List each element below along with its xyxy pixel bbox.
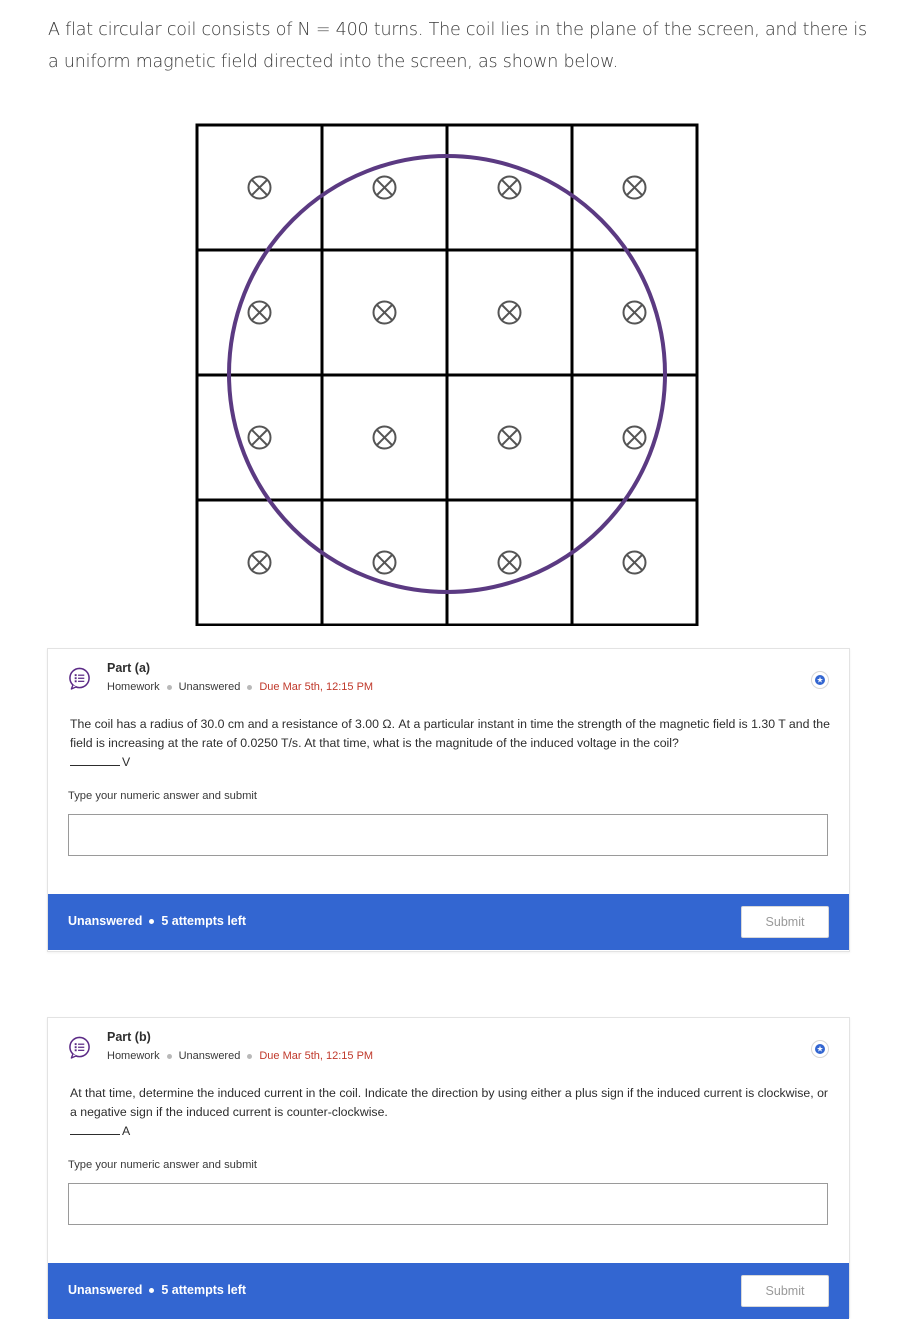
separator-dot bbox=[149, 919, 154, 924]
meta-due: Due Mar 5th, 12:15 PM bbox=[259, 1050, 374, 1062]
submit-button[interactable]: Submit bbox=[741, 906, 829, 938]
bookmark-button[interactable] bbox=[811, 671, 829, 689]
meta-type: Homework bbox=[107, 1050, 160, 1062]
status-bar bbox=[48, 1263, 849, 1319]
status-state: Unanswered bbox=[68, 914, 143, 928]
separator-dot bbox=[247, 685, 252, 690]
question-text bbox=[70, 1084, 830, 1141]
meta-type: Homework bbox=[107, 681, 160, 693]
status-attempts: 5 attempts left bbox=[161, 1283, 247, 1297]
problem-intro: A flat circular coil consists of N = 400 turns. The coil lies in the plane of the screen, and there is a uniform magnetic field directed into the screen, as shown below. bbox=[48, 20, 867, 72]
answer-unit: V bbox=[122, 755, 131, 769]
answer-unit: A bbox=[122, 1124, 131, 1138]
blank-underline bbox=[70, 754, 120, 766]
separator-dot bbox=[149, 1288, 154, 1293]
submit-button[interactable]: Submit bbox=[741, 1275, 829, 1307]
blank-underline bbox=[70, 1123, 120, 1135]
star-icon bbox=[815, 1044, 825, 1054]
answer-blank bbox=[70, 1122, 830, 1141]
question-prompt: At that time, determine the induced current in the coil. Indicate the direction by using either a plus sign if the induced current is clockwise, or a negative sign if the induced current is counter-clockwise. bbox=[70, 1086, 829, 1119]
status-attempts: 5 attempts left bbox=[161, 914, 247, 928]
part-a-card bbox=[47, 648, 850, 952]
question-prompt: The coil has a radius of 30.0 cm and a resistance of 3.00 Ω. At a particular instant in time the strength of the magnetic field is 1.30 T and the field is increasing at the rate of 0.0250 T/s. At that time, what is the magnitude of the induced voltage in the coil? bbox=[70, 717, 830, 750]
status-state: Unanswered bbox=[68, 1283, 143, 1297]
answer-hint: Type your numeric answer and submit bbox=[68, 1159, 258, 1171]
part-title: Part (b) bbox=[107, 1030, 151, 1044]
answer-hint: Type your numeric answer and submit bbox=[68, 790, 258, 802]
meta-status: Unanswered bbox=[178, 1050, 241, 1062]
separator-dot bbox=[167, 685, 172, 690]
part-title: Part (a) bbox=[107, 661, 151, 675]
star-icon bbox=[815, 675, 825, 685]
question-text bbox=[70, 715, 830, 772]
part-meta bbox=[107, 681, 373, 693]
separator-dot bbox=[247, 1054, 252, 1059]
field-grid bbox=[197, 125, 697, 625]
answer-blank bbox=[70, 753, 830, 772]
status-bar bbox=[48, 894, 849, 950]
magnetic-field-figure bbox=[194, 122, 700, 626]
bookmark-button[interactable] bbox=[811, 1040, 829, 1058]
meta-status: Unanswered bbox=[178, 681, 241, 693]
answer-input[interactable] bbox=[68, 1183, 828, 1225]
part-meta bbox=[107, 1050, 373, 1062]
status-text bbox=[68, 1283, 246, 1297]
meta-due: Due Mar 5th, 12:15 PM bbox=[259, 681, 374, 693]
answer-input[interactable] bbox=[68, 814, 828, 856]
question-bubble-icon bbox=[68, 667, 91, 690]
question-bubble-icon bbox=[68, 1036, 91, 1059]
status-text bbox=[68, 914, 246, 928]
separator-dot bbox=[167, 1054, 172, 1059]
part-b-card bbox=[47, 1017, 850, 1318]
